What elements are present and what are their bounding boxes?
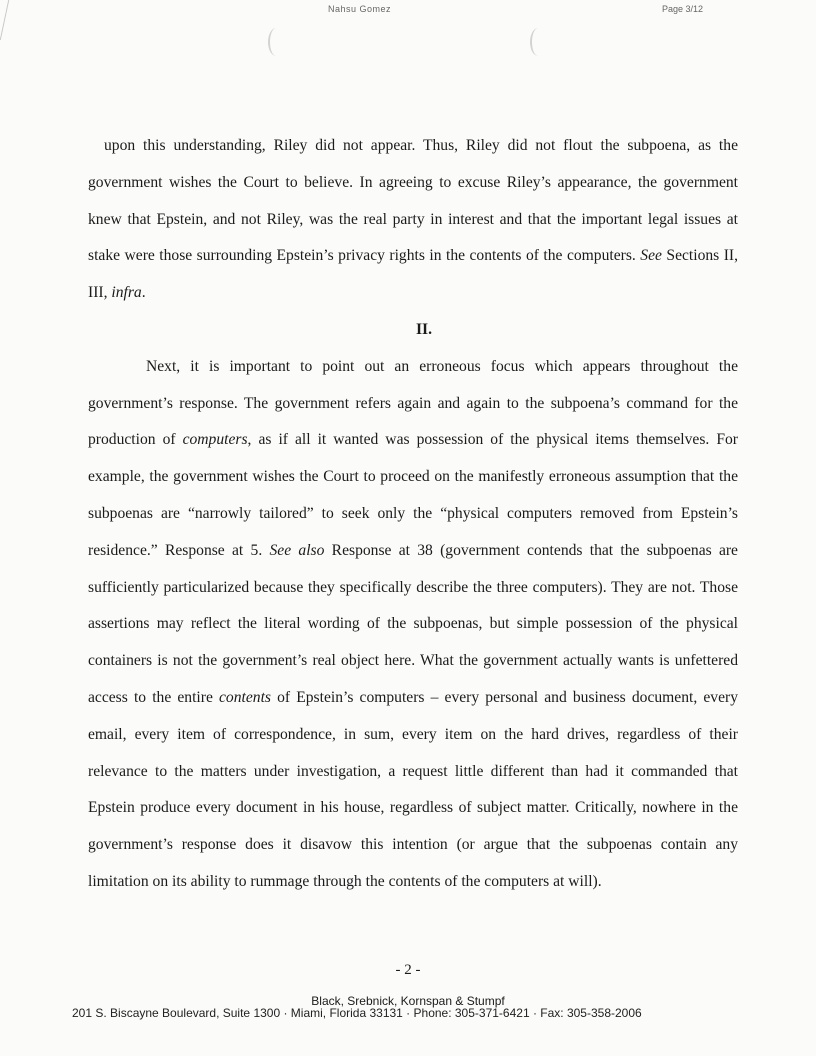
fax-header — [0, 4, 816, 20]
text-run: Sections II, III, — [88, 247, 738, 302]
paragraph-continued — [88, 128, 738, 312]
emphasis-text: computers — [182, 431, 248, 449]
citation-signal: See — [640, 247, 662, 265]
fax-header-sender: Nahsu Gomez — [328, 4, 392, 14]
punch-hole-mark — [268, 28, 284, 56]
citation-signal: See also — [269, 541, 325, 559]
firm-address: 201 S. Biscayne Boulevard, Suite 1300 · Miami, Florida 33131 · Phone: 305-371-6421 · Fax: 305-358-2006 — [72, 1006, 642, 1020]
section-heading: II. — [415, 320, 433, 338]
fax-header-page: Page 3/12 — [662, 4, 704, 14]
punch-hole-mark — [530, 28, 546, 56]
text-run: of Epstein’s computers – every personal and business document, every email, every item of correspondence, in sum, every item on the hard drives, regardless of their relevance to the matters under investigation, a request little different than had it commanded that Epstein produce every document in his house, regardless of subject matter. Critically, nowhere in the government’s response does it disavow this intention (or argue that the subpoenas contain any limitation on its ability to rummage through the contents of the computers at will). — [88, 688, 739, 890]
firm-name: Black, Srebnick, Kornspan & Stumpf — [311, 994, 505, 1008]
citation-signal: infra — [111, 284, 142, 302]
text-run: Next, it is important to point out an erroneous focus which appears throughout the government’s response. The government refers again and again to the subpoena’s command for the production of — [88, 357, 738, 449]
text-run: upon this understanding, Riley did not appear. Thus, Riley did not flout the subpoena, as the government wishes the Court to believe. In agreeing to excuse Riley’s appearance, the government knew that Epstein, and not Riley, was the real party in interest and that the important legal issues at stake were those surrounding Epstein’s privacy rights in the contents of the computers. — [88, 137, 738, 265]
emphasis-text: contents — [219, 688, 271, 706]
text-run: Response at 38 (government contends that the subpoenas are sufficiently particularized because they specifically describe the three computers). They are not. Those assertions may reflect the literal wording of the subpoenas, but simple possession of the physical containers is not the government’s real object here. What the government actually wants is unfettered access to the entire — [88, 541, 738, 706]
paragraph — [88, 349, 738, 901]
body-text — [88, 128, 738, 901]
text-run: . — [141, 284, 146, 302]
page-number: - 2 - — [395, 962, 421, 978]
text-run: , as if all it wanted was possession of the physical items themselves. For example, the government wishes the Court to proceed on the manifestly erroneous assumption that the subpoenas are “narrowly tailored” to seek only the “physical computers removed from Epstein’s residence.” Response at 5. — [88, 431, 738, 559]
